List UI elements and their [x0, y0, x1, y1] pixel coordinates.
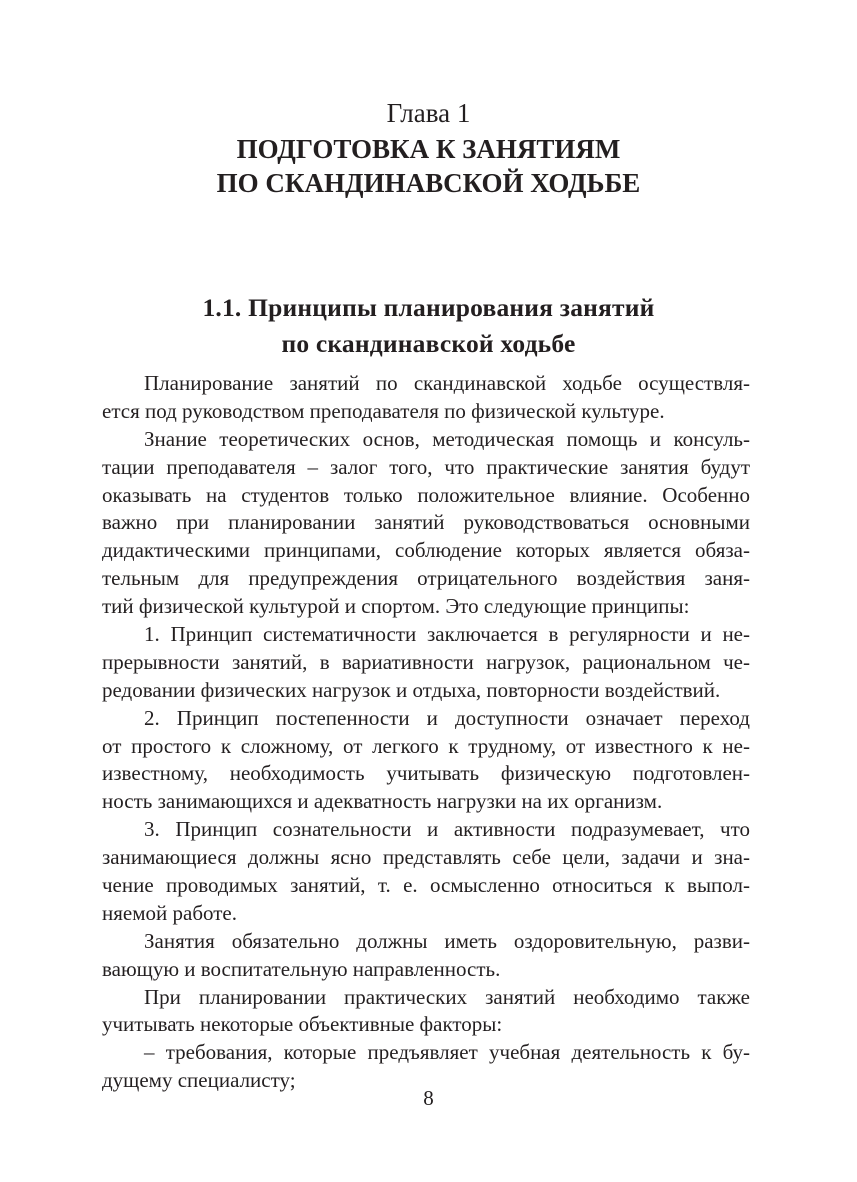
text-line: ность занимающихся и адекватность нагрузки на их организм.: [102, 789, 663, 814]
text-line: тации преподавателя – залог того, что практические занятия будут: [102, 454, 750, 479]
text-line: – требования, которые предъявляет учебная деятельность к бу-: [144, 1040, 750, 1065]
text-line: ется под руководством преподавателя по физической культуре.: [102, 398, 665, 423]
text-line: Занятия обязательно должны иметь оздоровительную, разви-: [144, 928, 750, 953]
text-line: важно при планировании занятий руководствоваться основными: [102, 510, 750, 535]
text-line: дидактическими принципами, соблюдение которых является обяза-: [102, 538, 750, 563]
text-line: 1. Принцип систематичности заключается в регулярности и не-: [144, 622, 750, 647]
text-line: Планирование занятий по скандинавской ходьбе осуществля-: [144, 371, 750, 395]
chapter-title-line-1: ПОДГОТОВКА К ЗАНЯТИЯМ: [236, 134, 621, 164]
text-line: от простого к сложному, от легкого к трудному, от известного к не-: [102, 733, 750, 758]
text-line: чение проводимых занятий, т. е. осмысленно относиться к выпол-: [102, 873, 750, 898]
text-line: учитывать некоторые объективные факторы:: [102, 1012, 503, 1037]
page-number: 8: [423, 1086, 434, 1110]
text-line: 3. Принцип сознательности и активности подразумевает, что: [144, 817, 750, 842]
section-title: [0, 290, 857, 362]
text-line: тельным для предупреждения отрицательного воздействия заня-: [102, 566, 750, 591]
text-line: 2. Принцип постепенности и доступности означает переход: [144, 705, 750, 730]
text-line: оказывать на студентов только положительное влияние. Особенно: [102, 482, 750, 507]
text-line: прерывности занятий, в вариативности нагрузок, рациональном че-: [102, 649, 750, 674]
chapter-label: Глава 1: [386, 98, 471, 128]
body-text: [102, 370, 750, 1095]
chapter-title-line-2: ПО СКАНДИНАВСКОЙ ХОДЬБЕ: [216, 168, 641, 198]
text-line: Знание теоретических основ, методическая помощь и консуль-: [144, 426, 750, 451]
text-line: тий физической культурой и спортом. Это следующие принципы:: [102, 594, 690, 619]
text-line: дущему специалисту;: [102, 1068, 296, 1093]
text-line: занимающиеся должны ясно представлять себе цели, задачи и зна-: [102, 845, 750, 870]
text-line: редовании физических нагрузок и отдыха, повторности воздействий.: [102, 677, 721, 702]
text-line: При планировании практических занятий необходимо также: [144, 984, 750, 1009]
text-line: известному, необходимость учитывать физическую подготовлен-: [102, 761, 750, 786]
section-title-line-2: по скандинавской ходьбе: [281, 329, 576, 358]
chapter-title: [0, 132, 857, 200]
text-line: вающую и воспитательную направленность.: [102, 956, 501, 981]
section-title-line-1: 1.1. Принципы планирования занятий: [202, 293, 655, 322]
text-line: няемой работе.: [102, 900, 237, 925]
